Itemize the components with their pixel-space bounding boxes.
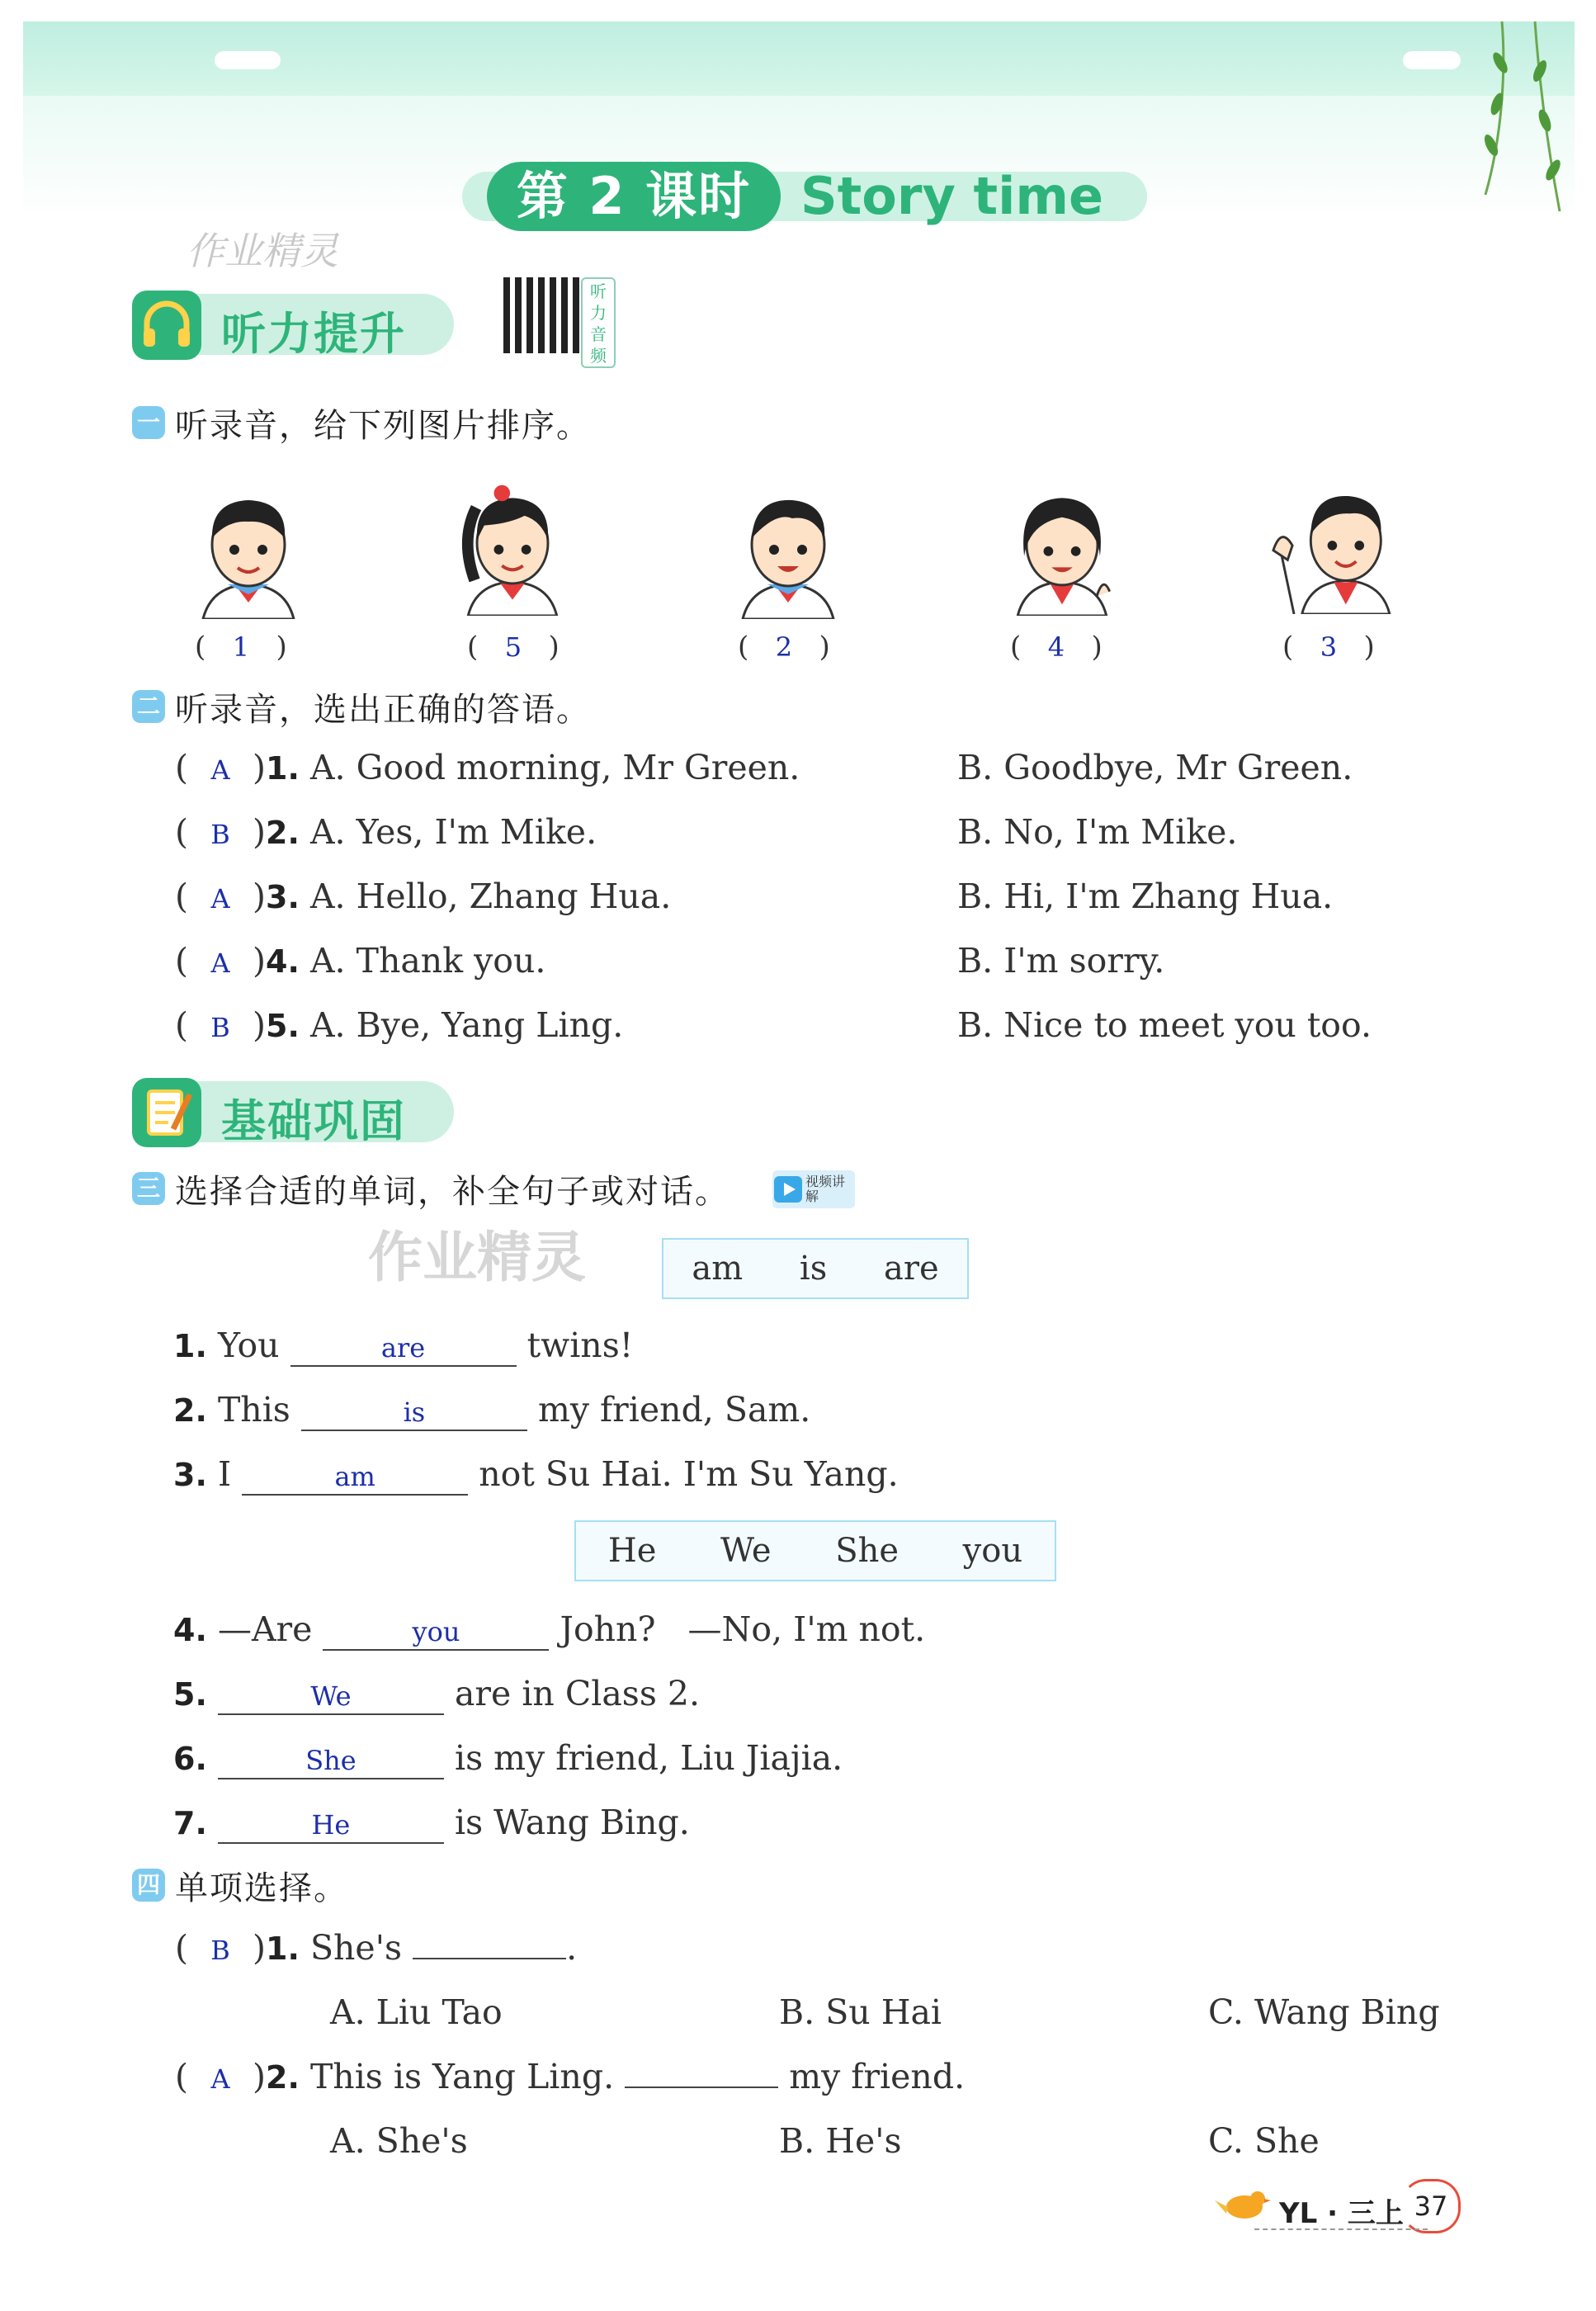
order-answer: 5 xyxy=(504,631,522,663)
book-code: YL · 三上 xyxy=(1279,2197,1404,2230)
willow-leaves-decoration xyxy=(1469,21,1576,220)
fill-sentence: 6. She is my friend, Liu Jiajia. xyxy=(173,1738,843,1778)
cloud-decoration xyxy=(215,51,281,69)
watermark-logo: 作业精灵 xyxy=(187,229,338,273)
word-option: He xyxy=(607,1532,657,1570)
answer-slot[interactable]: A xyxy=(210,883,230,914)
order-answer-slot[interactable]: ( 2 ) xyxy=(738,631,830,664)
headphones-icon xyxy=(132,291,201,360)
bird-icon xyxy=(1213,2184,1271,2225)
word-option: you xyxy=(962,1532,1023,1570)
word-option: are xyxy=(883,1250,939,1288)
answer-slot[interactable]: B xyxy=(210,1012,230,1043)
q1-instruction: 听录音，给下列图片排序。 xyxy=(175,407,591,445)
answer-slot[interactable]: A xyxy=(210,948,230,979)
q2-item: ( A )3. A. Hello, Zhang Hua. xyxy=(175,877,672,916)
order-answer-slot[interactable]: ( 5 ) xyxy=(467,631,560,664)
lesson-title: Story time xyxy=(800,166,1104,226)
q4-instruction: 单项选择。 xyxy=(175,1869,348,1907)
boy-character-image xyxy=(195,479,302,619)
woman-character-image xyxy=(1008,475,1116,616)
notebook-pencil-icon xyxy=(132,1078,201,1147)
fill-sentence: 5. We are in Class 2. xyxy=(173,1674,701,1713)
option-a: A. Bye, Yang Ling. xyxy=(309,1005,624,1045)
fill-sentence: 1. You are twins! xyxy=(173,1326,634,1365)
word-option: am xyxy=(692,1250,744,1288)
waving-boy-character-image xyxy=(1268,474,1416,614)
girl-character-image xyxy=(459,475,566,616)
option-a: A. Good morning, Mr Green. xyxy=(309,748,800,787)
q2-instruction: 听录音，选出正确的答语。 xyxy=(175,691,591,729)
qr-caption: 听力音频 xyxy=(581,277,616,368)
order-answer-slot[interactable]: ( 4 ) xyxy=(1010,631,1103,664)
watermark-logo: 作业精灵 xyxy=(368,1226,586,1289)
choice-option[interactable]: C. Wang Bing xyxy=(1208,1992,1440,2032)
order-answer: 3 xyxy=(1320,631,1338,663)
fill-blank[interactable]: He xyxy=(218,1803,444,1844)
fill-sentence: 2. This is my friend, Sam. xyxy=(173,1390,811,1430)
order-answer: 4 xyxy=(1047,631,1065,663)
word-bank xyxy=(662,1238,969,1299)
answer-slot[interactable]: A xyxy=(210,754,230,786)
q2-item: ( A )1. A. Good morning, Mr Green. xyxy=(175,748,800,787)
boy-character-image xyxy=(734,479,842,619)
choice-option[interactable]: A. Liu Tao xyxy=(330,1992,503,2032)
option-a: A. Hello, Zhang Hua. xyxy=(309,877,672,916)
fill-blank[interactable]: We xyxy=(218,1674,444,1715)
video-button[interactable] xyxy=(772,1170,855,1208)
section-basic-label: 基础巩固 xyxy=(221,1095,406,1147)
fill-blank[interactable]: am xyxy=(242,1454,468,1496)
choice-option[interactable]: C. She xyxy=(1208,2121,1320,2161)
play-icon xyxy=(772,1173,805,1206)
order-answer: 2 xyxy=(775,631,793,663)
choice-stem: ( A )2. This is Yang Ling. my friend. xyxy=(175,2057,966,2096)
fill-blank[interactable]: is xyxy=(301,1390,527,1431)
question-badge: 一 xyxy=(132,406,165,439)
question-badge: 四 xyxy=(132,1869,165,1902)
answer-slot[interactable]: A xyxy=(210,2063,230,2095)
fill-blank[interactable]: are xyxy=(290,1326,517,1367)
option-b: B. I'm sorry. xyxy=(957,941,1165,981)
section-listening-label: 听力提升 xyxy=(221,308,406,360)
fill-blank[interactable]: She xyxy=(218,1738,444,1779)
lesson-label: 第 2 课时 xyxy=(487,162,781,231)
choice-stem: ( B )1. She's . xyxy=(175,1928,578,1968)
word-option: We xyxy=(720,1532,772,1570)
video-label: 视频讲解 xyxy=(805,1174,846,1204)
option-a: A. Yes, I'm Mike. xyxy=(309,812,597,852)
option-b: B. No, I'm Mike. xyxy=(957,812,1238,852)
page-number: 37 xyxy=(1401,2179,1461,2233)
answer-slot[interactable]: B xyxy=(210,1935,230,1966)
order-answer-slot[interactable]: ( 3 ) xyxy=(1282,631,1375,664)
option-b: B. Hi, I'm Zhang Hua. xyxy=(957,877,1334,916)
choice-option[interactable]: A. She's xyxy=(330,2121,468,2161)
question-badge: 二 xyxy=(132,690,165,723)
choice-option[interactable]: B. He's xyxy=(779,2121,902,2161)
cloud-decoration xyxy=(1403,51,1461,69)
choice-blank[interactable] xyxy=(413,1958,566,1959)
fill-sentence: 3. I am not Su Hai. I'm Su Yang. xyxy=(173,1454,899,1494)
word-bank xyxy=(574,1520,1056,1581)
order-answer: 1 xyxy=(232,631,250,663)
fill-blank[interactable]: you xyxy=(323,1609,549,1651)
q2-item: ( B )2. A. Yes, I'm Mike. xyxy=(175,812,597,852)
word-option: is xyxy=(799,1250,828,1288)
order-answer-slot[interactable]: ( 1 ) xyxy=(195,631,287,664)
choice-option[interactable]: B. Su Hai xyxy=(779,1992,942,2032)
qr-code[interactable] xyxy=(503,277,579,353)
option-b: B. Nice to meet you too. xyxy=(957,1005,1372,1045)
option-a: A. Thank you. xyxy=(309,941,546,981)
q2-item: ( B )5. A. Bye, Yang Ling. xyxy=(175,1005,624,1045)
footer-divider xyxy=(1254,2228,1428,2230)
answer-slot[interactable]: B xyxy=(210,819,230,850)
q2-item: ( A )4. A. Thank you. xyxy=(175,941,546,981)
question-badge: 三 xyxy=(132,1172,165,1205)
option-b: B. Goodbye, Mr Green. xyxy=(957,748,1353,787)
q3-instruction: 选择合适的单词，补全句子或对话。 xyxy=(175,1173,730,1211)
choice-blank[interactable] xyxy=(625,2087,778,2088)
word-option: She xyxy=(835,1532,900,1570)
fill-sentence: 7. He is Wang Bing. xyxy=(173,1803,690,1842)
fill-sentence: 4. —Are you John? —No, I'm not. xyxy=(173,1609,926,1649)
